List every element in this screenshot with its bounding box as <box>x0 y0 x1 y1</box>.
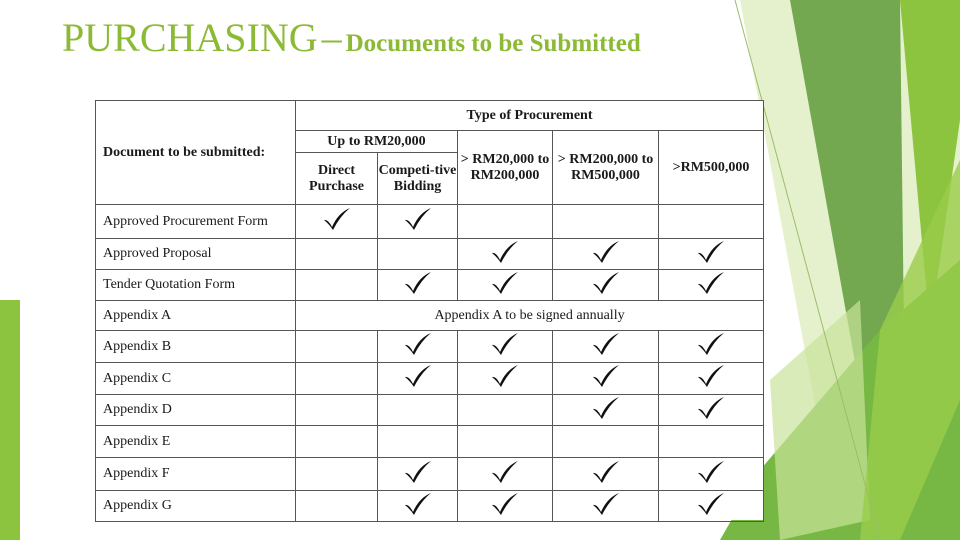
table-cell <box>378 491 458 522</box>
type-header: Type of Procurement <box>296 101 764 131</box>
table-cell <box>553 239 659 270</box>
table-cell <box>553 363 659 395</box>
table-row <box>96 239 764 270</box>
table-cell <box>296 270 378 301</box>
table-cell <box>378 331 458 363</box>
checkmark-icon <box>591 460 621 484</box>
table-cell <box>458 395 553 426</box>
table-cell <box>458 426 553 458</box>
table-cell <box>378 270 458 301</box>
table-cell <box>553 270 659 301</box>
title-subtitle: Documents to be Submitted <box>345 30 641 57</box>
table-cell <box>553 331 659 363</box>
table-cell <box>458 491 553 522</box>
row-label: Appendix A <box>96 301 296 331</box>
green-left-sliver <box>0 300 20 540</box>
checkmark-icon <box>591 364 621 388</box>
checkmark-icon <box>591 240 621 264</box>
table-cell <box>296 458 378 491</box>
table-cell <box>296 239 378 270</box>
doc-header: Document to be submitted: <box>96 101 296 205</box>
table-cell <box>378 458 458 491</box>
table-row <box>96 331 764 363</box>
table-body <box>96 205 764 522</box>
title-dash: – <box>321 15 342 60</box>
table-row <box>96 458 764 491</box>
table-cell <box>458 331 553 363</box>
table-cell <box>378 395 458 426</box>
table-cell <box>553 395 659 426</box>
checkmark-icon <box>403 332 433 356</box>
checkmark-icon <box>403 207 433 231</box>
table-cell <box>659 458 764 491</box>
checkmark-icon <box>696 271 726 295</box>
procurement-table-container <box>95 100 763 520</box>
table-cell <box>378 239 458 270</box>
table-cell <box>458 270 553 301</box>
checkmark-icon <box>490 492 520 516</box>
table-cell <box>659 491 764 522</box>
row-label: Appendix C <box>96 363 296 395</box>
checkmark-icon <box>696 396 726 420</box>
col-header-4: > RM200,000 to RM500,000 <box>553 131 659 205</box>
group-header: Up to RM20,000 <box>296 131 458 153</box>
green-shape-pale <box>770 300 870 540</box>
table-row <box>96 426 764 458</box>
table-row <box>96 301 764 331</box>
procurement-table <box>95 100 764 522</box>
table-cell <box>296 426 378 458</box>
row-label: Tender Quotation Form <box>96 270 296 301</box>
table-cell <box>296 205 378 239</box>
table-cell <box>659 205 764 239</box>
row-label: Approved Procurement Form <box>96 205 296 239</box>
row-label: Appendix D <box>96 395 296 426</box>
table-cell <box>553 426 659 458</box>
col-header-1: Direct Purchase <box>296 153 378 205</box>
checkmark-icon <box>591 332 621 356</box>
checkmark-icon <box>490 271 520 295</box>
table-cell <box>659 331 764 363</box>
table-row <box>96 270 764 301</box>
table-row <box>96 491 764 522</box>
checkmark-icon <box>490 460 520 484</box>
table-cell <box>296 491 378 522</box>
checkmark-icon <box>696 460 726 484</box>
row-label: Appendix E <box>96 426 296 458</box>
checkmark-icon <box>403 364 433 388</box>
table-cell <box>378 363 458 395</box>
checkmark-icon <box>322 207 352 231</box>
table-cell <box>458 239 553 270</box>
row-label: Appendix B <box>96 331 296 363</box>
table-cell <box>659 270 764 301</box>
table-cell <box>659 363 764 395</box>
checkmark-icon <box>403 460 433 484</box>
row-label: Appendix F <box>96 458 296 491</box>
table-cell <box>659 395 764 426</box>
table-cell <box>659 239 764 270</box>
table-cell <box>296 363 378 395</box>
checkmark-icon <box>403 271 433 295</box>
row-label: Appendix G <box>96 491 296 522</box>
checkmark-icon <box>591 492 621 516</box>
table-cell <box>296 331 378 363</box>
table-row <box>96 395 764 426</box>
checkmark-icon <box>490 332 520 356</box>
table-row <box>96 205 764 239</box>
checkmark-icon <box>696 332 726 356</box>
row-label: Approved Proposal <box>96 239 296 270</box>
col-header-3: > RM20,000 to RM200,000 <box>458 131 553 205</box>
table-cell <box>378 205 458 239</box>
checkmark-icon <box>696 364 726 388</box>
table-cell <box>659 426 764 458</box>
table-cell <box>458 363 553 395</box>
appendix-a-note: Appendix A to be signed annually <box>296 301 764 331</box>
table-cell <box>296 395 378 426</box>
table-cell <box>458 458 553 491</box>
checkmark-icon <box>490 364 520 388</box>
table-cell <box>553 458 659 491</box>
slide-title <box>62 15 641 60</box>
checkmark-icon <box>403 492 433 516</box>
table-cell <box>553 491 659 522</box>
table-cell <box>553 205 659 239</box>
title-main: PURCHASING <box>62 15 318 60</box>
table-cell <box>458 205 553 239</box>
checkmark-icon <box>696 492 726 516</box>
checkmark-icon <box>591 271 621 295</box>
col-header-5: >RM500,000 <box>659 131 764 205</box>
checkmark-icon <box>696 240 726 264</box>
col-header-2: Competi-tive Bidding <box>378 153 458 205</box>
checkmark-icon <box>490 240 520 264</box>
checkmark-icon <box>591 396 621 420</box>
table-cell <box>378 426 458 458</box>
table-row <box>96 363 764 395</box>
